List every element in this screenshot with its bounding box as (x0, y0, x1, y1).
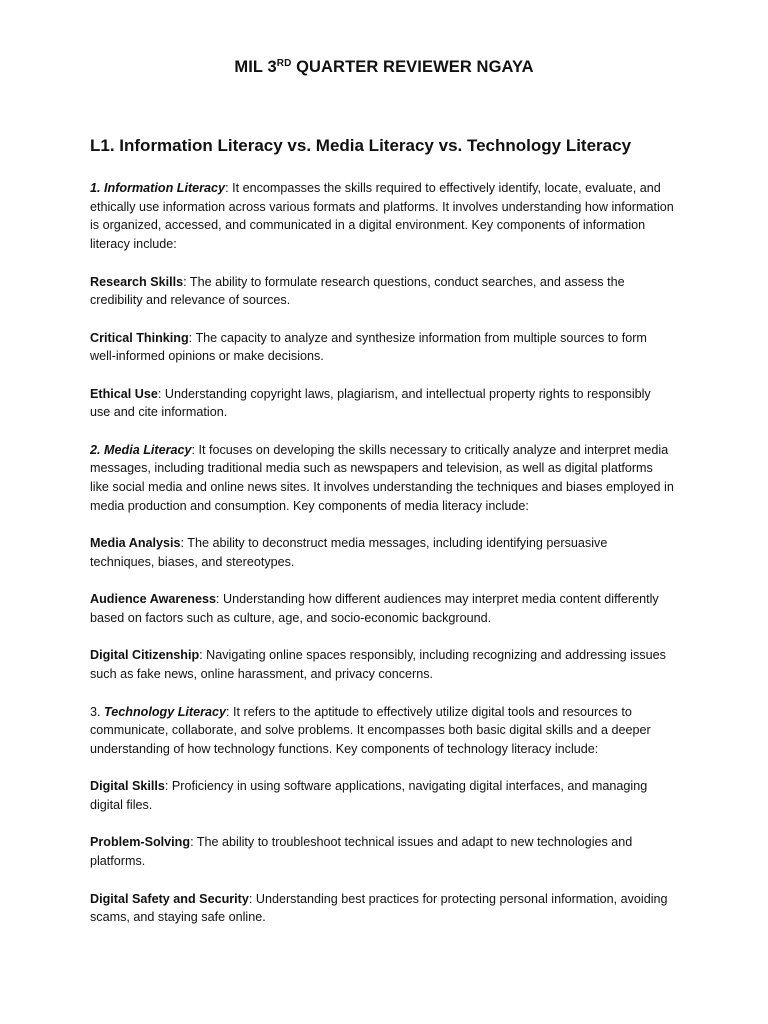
paragraph-critical-thinking (90, 329, 674, 366)
term-label: Problem-Solving (90, 835, 191, 850)
paragraph-problem-solving (90, 833, 674, 870)
paragraph-digital-safety-and-security (90, 890, 674, 927)
term-definition: : Understanding how different audiences may interpret media content differently based on factors such as culture, age, and socio-economic background. (90, 592, 659, 626)
term-label: 2. Media Literacy (90, 442, 192, 457)
term-definition: : Understanding best practices for protecting personal information, avoiding scams, and staying safe online. (90, 891, 668, 925)
paragraph-media-analysis (90, 534, 674, 571)
paragraph-digital-citizenship (90, 646, 674, 683)
paragraph-information-literacy (90, 179, 674, 254)
term-definition: : Proficiency in using software applications, navigating digital interfaces, and managing digital files. (90, 779, 648, 813)
document-body (90, 179, 674, 946)
term-definition: : It encompasses the skills required to effectively identify, locate, evaluate, and ethically use information across various formats and platforms. It involves understanding how information is organized, accessed, and communicated in a digital environment. Key components of information literacy include: (90, 181, 674, 252)
paragraph-technology-literacy (90, 703, 674, 759)
term-definition: : The capacity to analyze and synthesize information from multiple sources to form well-informed opinions or make decisions. (90, 330, 647, 364)
term-label: Ethical Use (90, 386, 158, 401)
term-label: Digital Citizenship (90, 648, 200, 663)
paragraph-media-literacy (90, 441, 674, 516)
term-label: Digital Skills (90, 779, 165, 794)
term-label: Technology Literacy (104, 704, 227, 719)
paragraph-digital-skills (90, 777, 674, 814)
page-title (0, 58, 768, 77)
term-label: 1. Information Literacy (90, 181, 226, 195)
paragraph-ethical-use (90, 385, 674, 422)
term-definition: : Navigating online spaces responsibly, including recognizing and addressing issues such as fake news, online harassment, and privacy concerns. (90, 648, 666, 682)
title-prefix: MIL 3 (234, 58, 277, 76)
paragraph-audience-awareness (90, 590, 674, 627)
term-definition: : It refers to the aptitude to effectively utilize digital tools and resources to communicate, collaborate, and solve problems. It encompasses both basic digital skills and a deeper understanding of how technology functions. Key components of technology literacy include: (90, 704, 651, 756)
title-superscript: RD (276, 58, 292, 69)
term-definition: : It focuses on developing the skills necessary to critically analyze and interpret media messages, including traditional media such as newspapers and television, as well as digital platforms like social media and online news sites. It involves understanding the techniques and biases employed in media production and consumption. Key components of media literacy include: (90, 442, 674, 513)
section-heading: L1. Information Literacy vs. Media Literacy vs. Technology Literacy (90, 136, 632, 155)
term-definition: : The ability to troubleshoot technical issues and adapt to new technologies and platforms. (90, 835, 633, 869)
title-suffix: QUARTER REVIEWER NGAYA (291, 58, 534, 76)
term-label: Audience Awareness (90, 592, 216, 607)
paragraph-number: 3. (90, 704, 105, 719)
term-definition: : Understanding copyright laws, plagiarism, and intellectual property rights to responsibly use and cite information. (90, 386, 651, 420)
term-label: Research Skills (90, 274, 184, 289)
term-definition: : The ability to deconstruct media messages, including identifying persuasive techniques, biases, and stereotypes. (90, 536, 608, 569)
term-label: Critical Thinking (90, 330, 189, 345)
term-label: Media Analysis (90, 536, 181, 551)
term-definition: : The ability to formulate research questions, conduct searches, and assess the credibility and relevance of sources. (90, 274, 625, 308)
term-label: Digital Safety and Security (90, 891, 249, 906)
paragraph-research-skills (90, 273, 674, 310)
